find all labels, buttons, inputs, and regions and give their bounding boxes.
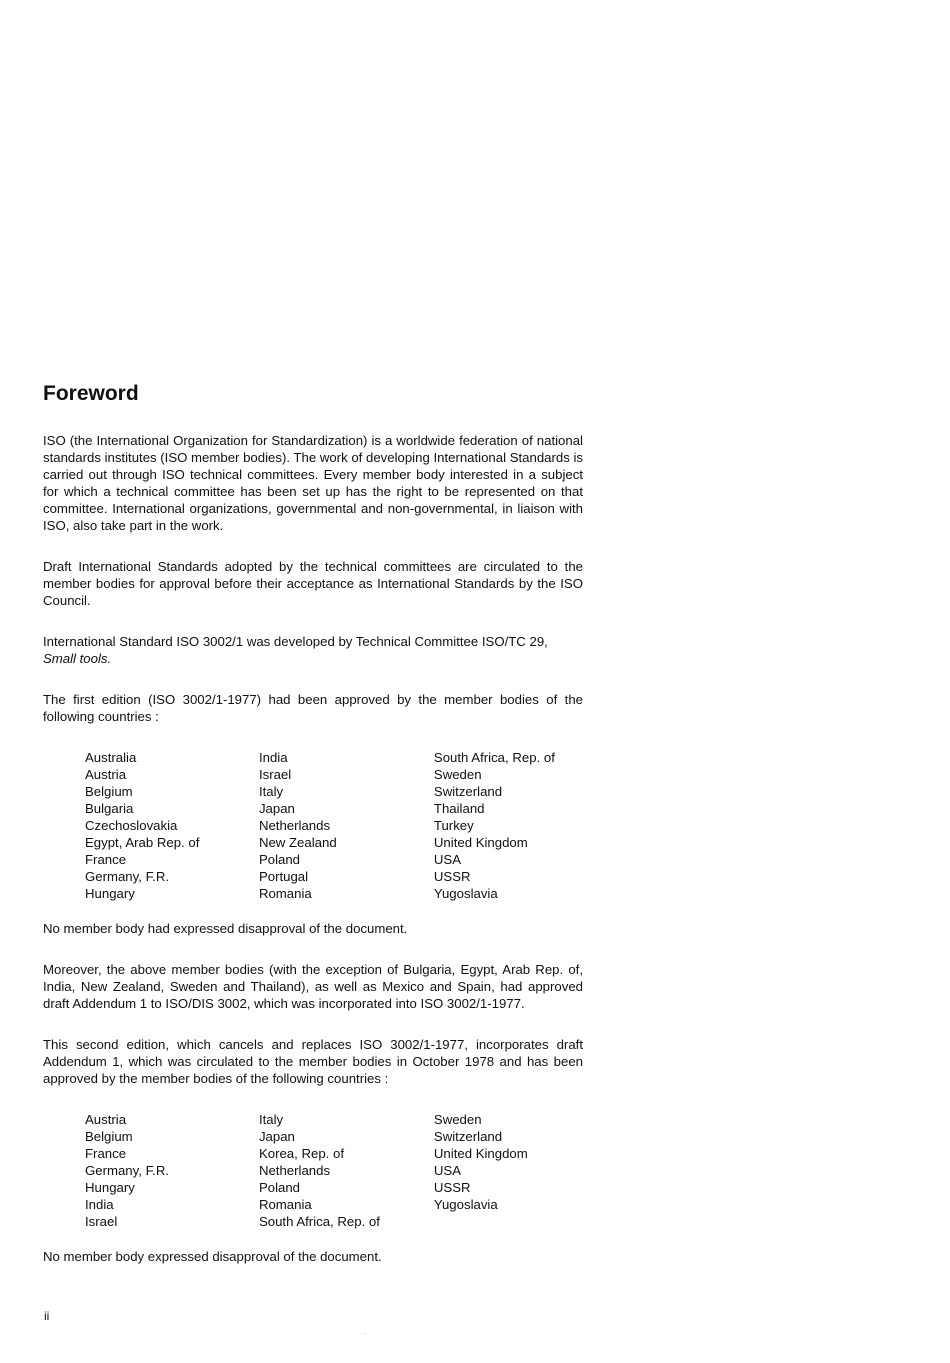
country-column-3 xyxy=(434,1111,583,1230)
country-name: Sweden xyxy=(433,1112,482,1127)
country-name: United Kingdom xyxy=(433,1146,528,1161)
country-name: Australia xyxy=(85,750,137,765)
country-name: USSR xyxy=(433,1180,471,1195)
committee-text: International Standard ISO 3002/1 was developed by Technical Committee ISO/TC 29, xyxy=(43,634,548,649)
country-name: New Zealand xyxy=(258,835,337,850)
country-name: Switzerland xyxy=(433,784,503,799)
country-name: Yugoslavia xyxy=(433,886,498,901)
country-name: Thailand xyxy=(433,801,485,816)
paragraph-iso-intro: ISO (the International Organization for Standardization) is a worldwide federation of national standards institutes (ISO member bodies). The work of developing International Standards is carried out through ISO technical committees. Every member body interested in a subject for which a technical committee has been set up has the right to be represented on that committee. International organizations, governmental and non-governmental, in liaison with ISO, also take part in the work. xyxy=(43,433,583,533)
first-edition-country-list xyxy=(85,749,583,902)
country-name: India xyxy=(85,1197,114,1212)
country-name: Hungary xyxy=(85,886,135,901)
country-name: Belgium xyxy=(85,784,133,799)
page-title: Foreword xyxy=(43,382,139,405)
country-name: South Africa, Rep. of xyxy=(258,1214,380,1229)
country-name: Yugoslavia xyxy=(433,1197,498,1212)
country-name: India xyxy=(258,750,288,765)
country-name: France xyxy=(85,852,127,867)
country-name: Italy xyxy=(258,1112,284,1127)
paragraph-draft-standards: Draft International Standards adopted by the technical committees are circulated to the member bodies for approval before their acceptance as International Standards by the ISO Council. xyxy=(43,559,583,608)
committee-title: Small tools. xyxy=(43,651,112,666)
country-name: Sweden xyxy=(433,767,482,782)
country-name: Israel xyxy=(258,767,292,782)
country-name: USA xyxy=(433,1163,462,1178)
country-name: Poland xyxy=(258,1180,301,1195)
country-column-1 xyxy=(85,749,259,902)
country-name: Romania xyxy=(258,1197,312,1212)
country-column-1 xyxy=(85,1111,259,1230)
foreword-section xyxy=(43,380,583,1265)
country-name: Korea, Rep. of xyxy=(258,1146,344,1161)
country-name: Turkey xyxy=(433,818,474,833)
country-name: Japan xyxy=(258,1129,295,1144)
country-name: Romania xyxy=(258,886,312,901)
country-name: Germany, F.R. xyxy=(85,869,170,884)
country-name: Japan xyxy=(258,801,295,816)
country-name: United Kingdom xyxy=(433,835,528,850)
country-name: USSR xyxy=(433,869,471,884)
paragraph-second-edition: This second edition, which cancels and replaces ISO 3002/1-1977, incorporates draft Addendum 1, which was circulated to the member bodies in October 1978 and has been approved by the member bodies of the following countries : xyxy=(43,1037,583,1086)
country-name: Poland xyxy=(258,852,301,867)
country-name: Switzerland xyxy=(433,1129,503,1144)
country-name: Israel xyxy=(85,1214,118,1229)
country-name: USA xyxy=(433,852,462,867)
country-name: South Africa, Rep. of xyxy=(433,750,555,765)
country-name: Hungary xyxy=(85,1180,135,1195)
country-name: Austria xyxy=(85,1112,127,1127)
page-number: ii xyxy=(44,1309,50,1323)
paragraph-committee xyxy=(43,633,583,667)
country-name: Belgium xyxy=(85,1129,133,1144)
country-name: Austria xyxy=(85,767,127,782)
country-name: Czechoslovakia xyxy=(85,818,178,833)
country-name: Italy xyxy=(258,784,284,799)
country-name: Netherlands xyxy=(258,1163,331,1178)
scan-artifact xyxy=(364,1333,366,1334)
paragraph-addendum: Moreover, the above member bodies (with the exception of Bulgaria, Egypt, Arab Rep. of, India, New Zealand, Sweden and Thailand), as well as Mexico and Spain, had approved draft Addendum 1 to ISO/DIS 3002, which was incorporated into ISO 3002/1-1977. xyxy=(43,962,583,1011)
country-column-2 xyxy=(259,749,434,902)
country-name: Netherlands xyxy=(258,818,331,833)
country-name: Portugal xyxy=(258,869,309,884)
country-name: Egypt, Arab Rep. of xyxy=(85,835,200,850)
paragraph-no-disapproval-second: No member body expressed disapproval of the document. xyxy=(43,1249,382,1264)
country-column-3 xyxy=(434,749,583,902)
country-name: Germany, F.R. xyxy=(85,1163,170,1178)
paragraph-no-disapproval-first: No member body had expressed disapproval of the document. xyxy=(43,921,408,936)
paragraph-first-edition: The first edition (ISO 3002/1-1977) had been approved by the member bodies of the following countries : xyxy=(43,692,583,724)
country-name: Bulgaria xyxy=(85,801,134,816)
second-edition-country-list xyxy=(85,1111,583,1230)
country-name: France xyxy=(85,1146,127,1161)
country-column-2 xyxy=(259,1111,434,1230)
